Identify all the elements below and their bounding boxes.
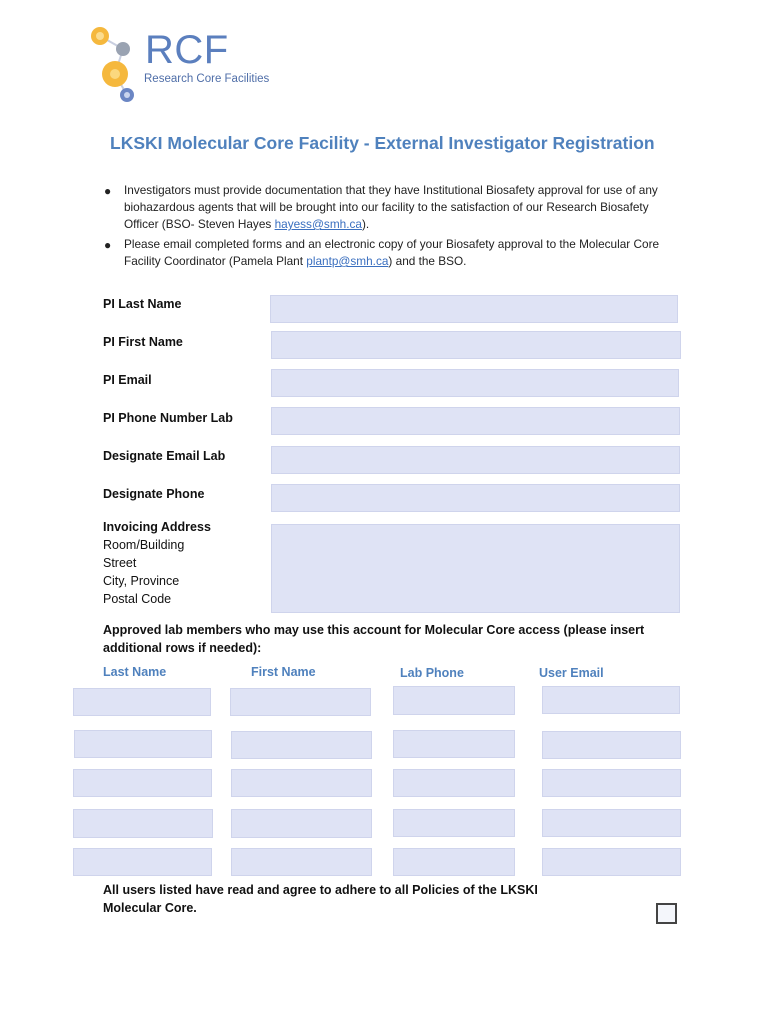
bullet-text: Investigators must provide documentation that they have Institutional Biosafety approval for use of any biohazardous agents that will be brought into our facility to the satisfaction of our Research Biosafety Officer (BSO- Steven Hayes xyxy=(124,183,658,231)
pi-email-label: PI Email xyxy=(103,373,152,387)
invoicing-address-textarea[interactable] xyxy=(271,524,680,613)
address-line-label: Postal Code xyxy=(103,592,172,606)
address-line-label: City, Province xyxy=(103,574,180,588)
member-user-email-input[interactable] xyxy=(542,848,681,876)
member-first-name-input[interactable] xyxy=(231,769,372,797)
members-intro-text: Approved lab members who may use this account for Molecular Core access (please insert additional rows if needed): xyxy=(103,623,645,655)
pi-first-name-input[interactable] xyxy=(271,331,681,359)
agreement-checkbox[interactable] xyxy=(656,903,677,924)
bullet-text-end: ). xyxy=(361,217,370,231)
member-user-email-input[interactable] xyxy=(542,731,681,759)
member-lab-phone-input[interactable] xyxy=(393,730,515,758)
pi-phone-label: PI Phone Number Lab xyxy=(103,411,233,425)
bullet-dot-icon: ● xyxy=(104,184,112,198)
member-lab-phone-input[interactable] xyxy=(393,769,515,797)
member-first-name-input[interactable] xyxy=(230,688,371,716)
designate-phone-input[interactable] xyxy=(271,484,680,512)
molecule-logo-icon xyxy=(86,22,146,107)
column-header-user-email: User Email xyxy=(539,666,604,680)
bullet-item xyxy=(104,236,674,272)
agreement-text: All users listed have read and agree to adhere to all Policies of the LKSKI Molecular Core. xyxy=(103,883,538,915)
email-link-coordinator[interactable]: plantp@smh.ca xyxy=(306,254,389,268)
column-header-first-name: First Name xyxy=(251,665,316,679)
member-first-name-input[interactable] xyxy=(231,848,372,876)
designate-email-label: Designate Email Lab xyxy=(103,449,226,463)
member-first-name-input[interactable] xyxy=(231,809,372,838)
page-title: LKSKI Molecular Core Facility - External Investigator Registration xyxy=(110,133,655,153)
member-user-email-input[interactable] xyxy=(542,769,681,797)
designate-phone-label: Designate Phone xyxy=(103,487,205,501)
pi-last-name-input[interactable] xyxy=(270,295,678,323)
pi-last-name-label: PI Last Name xyxy=(103,297,182,311)
column-header-lab-phone: Lab Phone xyxy=(400,666,464,680)
bullet-text: Please email completed forms and an electronic copy of your Biosafety approval to the Molecular Core Facility Coordinator (Pamela Plant xyxy=(124,237,660,268)
member-last-name-input[interactable] xyxy=(73,769,212,797)
member-lab-phone-input[interactable] xyxy=(393,686,515,715)
member-lab-phone-input[interactable] xyxy=(393,848,515,876)
logo-subtitle: Research Core Facilities xyxy=(144,73,270,85)
member-last-name-input[interactable] xyxy=(73,809,213,838)
member-first-name-input[interactable] xyxy=(231,731,372,759)
member-lab-phone-input[interactable] xyxy=(393,809,515,837)
bullet-dot-icon: ● xyxy=(104,238,112,252)
bullet-text-end: ) and the BSO. xyxy=(388,254,467,268)
pi-phone-input[interactable] xyxy=(271,407,680,435)
member-last-name-input[interactable] xyxy=(74,730,212,758)
member-last-name-input[interactable] xyxy=(73,848,212,876)
column-header-last-name: Last Name xyxy=(103,665,167,679)
logo-title: RCF xyxy=(145,28,229,72)
address-line-label: Room/Building xyxy=(103,538,185,552)
member-user-email-input[interactable] xyxy=(542,686,680,714)
email-link-bso[interactable]: hayess@smh.ca xyxy=(274,217,362,231)
bullet-item xyxy=(104,182,674,234)
pi-first-name-label: PI First Name xyxy=(103,335,183,349)
member-last-name-input[interactable] xyxy=(73,688,211,716)
pi-email-input[interactable] xyxy=(271,369,679,397)
invoicing-address-label: Invoicing Address xyxy=(103,520,211,534)
member-user-email-input[interactable] xyxy=(542,809,681,837)
address-line-label: Street xyxy=(103,556,137,570)
designate-email-input[interactable] xyxy=(271,446,680,474)
